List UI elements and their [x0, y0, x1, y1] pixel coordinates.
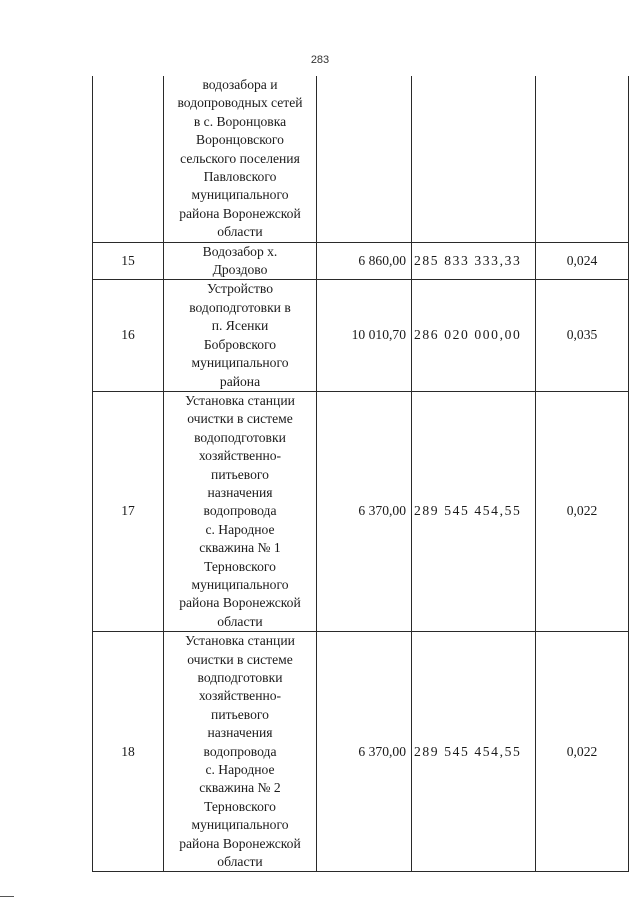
object-name-line: водоподготовки в [189, 299, 291, 315]
cost-cell: 289 545 454,55 [412, 391, 536, 631]
value-cell: 10 010,70 [317, 280, 412, 391]
ratio-cell: 0,022 [536, 632, 629, 872]
object-name-line: хозяйственно- [198, 688, 282, 704]
object-name-line: п. Ясенки [211, 318, 269, 334]
row-number-cell: 15 [93, 242, 164, 280]
row-number-cell: 18 [93, 632, 164, 872]
object-name-line: муниципального [191, 576, 289, 592]
ratio-cell: 0,035 [536, 280, 629, 391]
object-name-line: района Воронежской [179, 205, 301, 221]
object-name-cell [164, 280, 317, 391]
object-name-line: Терновского [204, 798, 276, 814]
ratio-cell [536, 76, 629, 242]
object-name-line: Установка станции [185, 392, 295, 408]
object-name-line: питьевого [211, 466, 269, 482]
cost-cell: 285 833 333,33 [412, 242, 536, 280]
row-number-cell [93, 76, 164, 242]
table-row [93, 242, 629, 280]
object-name-line: водопровода [203, 503, 277, 519]
object-name-line: района [219, 373, 261, 389]
object-name-line: назначения [207, 725, 273, 741]
object-name-line: района Воронежской [179, 595, 301, 611]
object-name-line: водопроводных сетей [177, 95, 303, 111]
object-name-line: очистки в системе [187, 651, 293, 667]
object-name-line: района Воронежской [179, 835, 301, 851]
ratio-cell: 0,024 [536, 242, 629, 280]
object-name-line: муниципального [191, 187, 289, 203]
cost-cell: 286 020 000,00 [412, 280, 536, 391]
object-name-line: области [217, 224, 263, 240]
object-name-line: питьевого [211, 706, 269, 722]
table-row [93, 632, 629, 872]
object-name-line: водподготовки [197, 670, 283, 685]
value-cell: 6 370,00 [317, 632, 412, 872]
row-number-cell: 17 [93, 391, 164, 631]
value-cell: 6 370,00 [317, 391, 412, 631]
object-name-line: скважина № 1 [199, 540, 281, 556]
object-name-line: Устройство [206, 281, 274, 297]
table-row [93, 391, 629, 631]
object-name-line: очистки в системе [187, 411, 293, 427]
object-name-line: Дроздово [212, 262, 268, 278]
object-name-line: области [217, 854, 263, 870]
object-name-line: Терновского [204, 558, 276, 574]
value-cell: 6 860,00 [317, 242, 412, 280]
object-name-line: с. Народное [205, 521, 275, 537]
cost-cell: 289 545 454,55 [412, 632, 536, 872]
table-body [93, 76, 629, 872]
object-name-line: муниципального [191, 355, 289, 371]
object-name-line: Водозабор х. [202, 243, 278, 259]
cost-cell [412, 76, 536, 242]
object-name-line: водоподготовки [194, 429, 286, 445]
scan-edge-mark [0, 896, 14, 897]
table-row [93, 280, 629, 391]
table-row [93, 76, 629, 242]
object-name-line: с. Народное [205, 762, 275, 778]
object-name-line: Воронцовского [196, 132, 284, 148]
object-name-line: Бобровского [203, 336, 277, 352]
data-table [92, 76, 629, 872]
object-name-cell [164, 632, 317, 872]
object-name-line: области [217, 613, 263, 629]
object-name-cell [164, 76, 317, 242]
value-cell [317, 76, 412, 242]
object-name-cell [164, 242, 317, 280]
object-name-line: муниципального [191, 817, 289, 833]
object-name-line: Установка станции [185, 633, 295, 649]
row-number-cell: 16 [93, 280, 164, 391]
ratio-cell: 0,022 [536, 391, 629, 631]
object-name-cell [164, 391, 317, 631]
object-name-line: сельского поселения [180, 150, 300, 166]
object-name-line: хозяйственно- [198, 448, 282, 464]
object-name-line: скважина № 2 [199, 780, 281, 796]
page-number: 283 [310, 54, 330, 66]
object-name-line: назначения [207, 484, 273, 500]
object-name-line: Павловского [203, 169, 277, 185]
object-name-line: в с. Воронцовка [193, 113, 287, 129]
object-name-line: водопровода [203, 743, 277, 759]
object-name-line: водозабора и [202, 77, 278, 92]
